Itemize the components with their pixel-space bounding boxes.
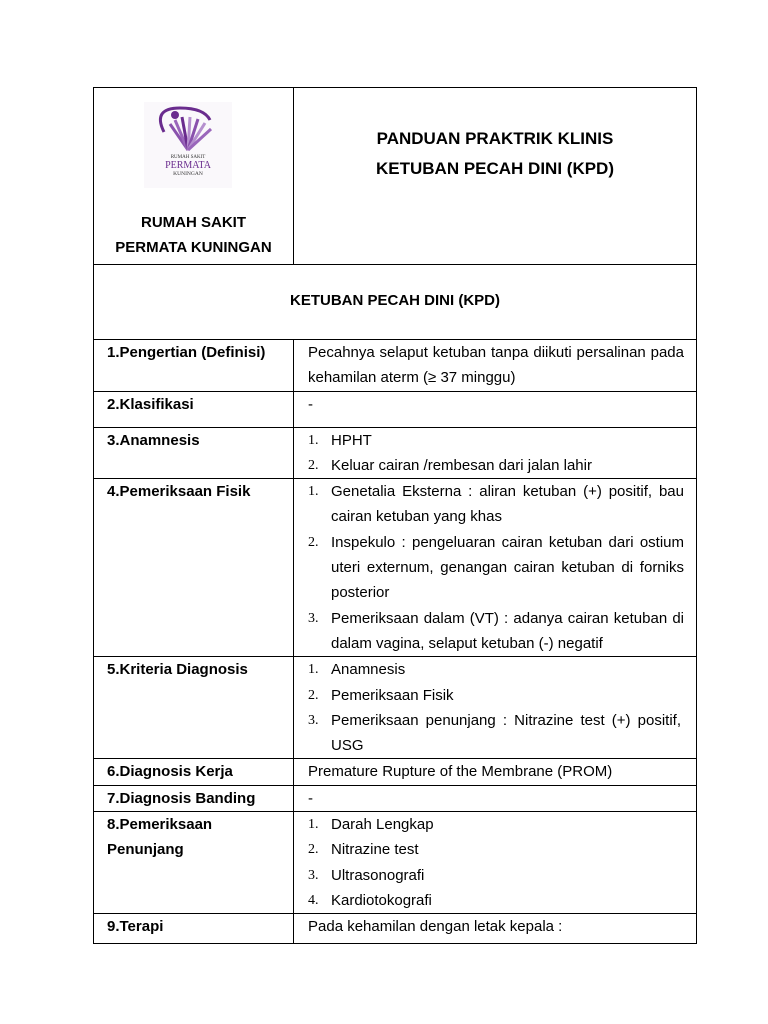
row-value: - bbox=[294, 391, 697, 427]
row-label: 7.Diagnosis Banding bbox=[94, 785, 294, 811]
list-item bbox=[308, 708, 681, 759]
document-title-cell bbox=[294, 88, 697, 265]
list-item bbox=[308, 863, 684, 888]
document-title bbox=[294, 124, 696, 184]
list-item-text: HPHT bbox=[331, 431, 372, 449]
row-value bbox=[294, 427, 697, 479]
row-value bbox=[294, 657, 697, 759]
hospital-name bbox=[94, 210, 293, 260]
list-number: 2. bbox=[308, 534, 319, 550]
table-row bbox=[94, 812, 697, 914]
row-value: Pecahnya selaput ketuban tanpa diikuti persalinan pada kehamilan aterm (≥ 37 minggu) bbox=[294, 340, 697, 392]
table-row bbox=[94, 479, 697, 657]
logo-text-line1: RUMAH SAKIT bbox=[170, 155, 206, 160]
list-item-text: Nitrazine test bbox=[331, 841, 419, 859]
list-item-text: Pemeriksaan penunjang : Nitrazine test (+) positif, USG bbox=[331, 711, 681, 755]
list-item bbox=[308, 657, 684, 682]
list-number: 2. bbox=[308, 842, 319, 858]
row-value: Pada kehamilan dengan letak kepala : bbox=[294, 914, 697, 944]
row-label: 9.Terapi bbox=[94, 914, 294, 944]
row-label: 4.Pemeriksaan Fisik bbox=[94, 479, 294, 657]
row-label: 5.Kriteria Diagnosis bbox=[94, 657, 294, 759]
list-item bbox=[308, 606, 684, 657]
flower-emblem-icon bbox=[160, 108, 211, 150]
row-label bbox=[94, 812, 294, 914]
table-row bbox=[94, 785, 697, 811]
list-item-text: Keluar cairan /rembesan dari jalan lahir bbox=[331, 456, 592, 474]
hospital-name-line1: RUMAH SAKIT bbox=[141, 214, 246, 231]
row-value bbox=[294, 479, 697, 657]
section-title-cell bbox=[94, 265, 697, 340]
list-item bbox=[308, 888, 684, 913]
table-row bbox=[94, 914, 697, 944]
logo-text-line2: PERMATA bbox=[165, 160, 211, 171]
list-item bbox=[308, 812, 684, 837]
list-item-text: Kardiotokografi bbox=[331, 891, 432, 909]
row-value: - bbox=[294, 785, 697, 811]
list-number: 1. bbox=[308, 662, 319, 678]
list-item bbox=[308, 837, 684, 862]
section-title: KETUBAN PECAH DINI (KPD) bbox=[290, 292, 500, 309]
numbered-list bbox=[308, 812, 684, 913]
row-label: 6.Diagnosis Kerja bbox=[94, 759, 294, 785]
list-item bbox=[308, 530, 684, 606]
list-item-text: Darah Lengkap bbox=[331, 816, 434, 834]
list-number: 4. bbox=[308, 892, 319, 908]
list-number: 1. bbox=[308, 484, 319, 500]
numbered-list bbox=[308, 657, 684, 758]
table-row bbox=[94, 657, 697, 759]
list-number: 1. bbox=[308, 817, 319, 833]
list-number: 3. bbox=[308, 610, 319, 626]
list-number: 2. bbox=[308, 457, 319, 473]
numbered-list bbox=[308, 479, 684, 656]
list-item bbox=[308, 683, 684, 708]
list-item bbox=[308, 453, 684, 478]
clinical-guideline-table bbox=[93, 87, 697, 944]
list-number: 3. bbox=[308, 712, 319, 728]
document-title-line1: PANDUAN PRAKTRIK KLINIS bbox=[376, 129, 614, 148]
list-item-text: Genetalia Eksterna : aliran ketuban (+) positif, bau cairan ketuban yang khas bbox=[331, 483, 684, 526]
list-item-text: Anamnesis bbox=[331, 661, 406, 679]
logo-text-line3: KUNINGAN bbox=[173, 171, 203, 177]
list-item bbox=[308, 428, 684, 453]
table-row bbox=[94, 759, 697, 785]
list-item-text: Inspekulo : pengeluaran cairan ketuban dari ostium uteri externum, genangan cairan ketuban di forniks posterior bbox=[331, 533, 684, 602]
row-label: 3.Anamnesis bbox=[94, 427, 294, 479]
list-item bbox=[308, 479, 684, 530]
list-number: 2. bbox=[308, 687, 319, 703]
row-label: 2.Klasifikasi bbox=[94, 391, 294, 427]
list-item-text: Pemeriksaan dalam (VT) : adanya cairan ketuban di dalam vagina, selaput ketuban (-) negatif bbox=[331, 609, 684, 652]
row-value: Premature Rupture of the Membrane (PROM) bbox=[294, 759, 697, 785]
list-number: 1. bbox=[308, 432, 319, 448]
section-title-row bbox=[94, 265, 697, 340]
document-title-line2: KETUBAN PECAH DINI (KPD) bbox=[376, 159, 614, 178]
row-label: 1.Pengertian (Definisi) bbox=[94, 340, 294, 392]
table-row bbox=[94, 391, 697, 427]
list-item-text: Ultrasonografi bbox=[331, 866, 425, 884]
row-label-text: 8.Pemeriksaan Penunjang bbox=[107, 816, 213, 859]
row-value bbox=[294, 812, 697, 914]
list-number: 3. bbox=[308, 867, 319, 883]
table-row bbox=[94, 427, 697, 479]
header-row bbox=[94, 88, 697, 265]
list-item-text: Pemeriksaan Fisik bbox=[331, 686, 454, 704]
numbered-list bbox=[308, 428, 684, 479]
hospital-logo bbox=[144, 102, 232, 188]
hospital-cell bbox=[94, 88, 294, 265]
hospital-name-line2: PERMATA KUNINGAN bbox=[115, 239, 272, 256]
table-row bbox=[94, 340, 697, 392]
